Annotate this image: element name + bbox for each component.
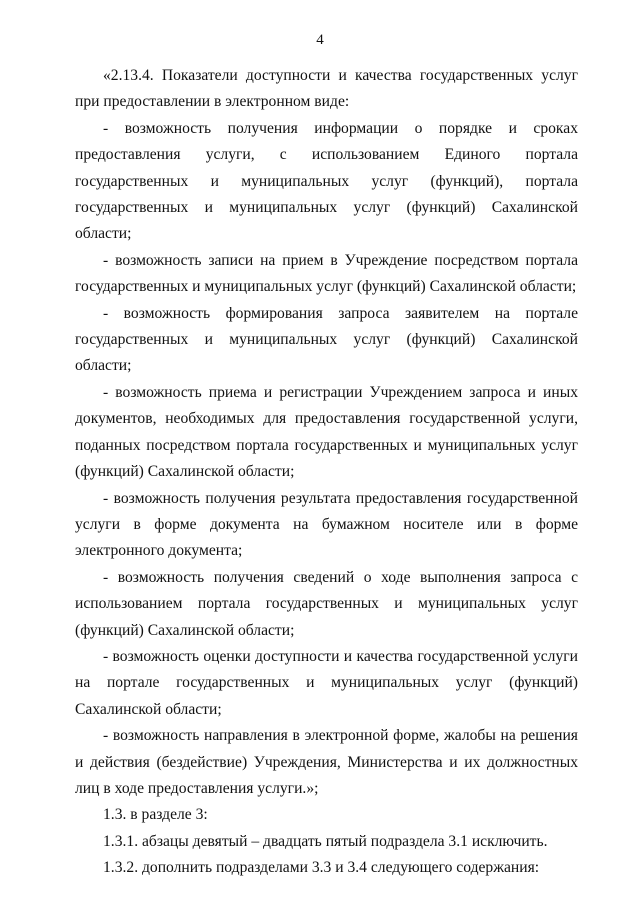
- paragraph-complaint-submission: - возможность направления в электронной форме, жалобы на решения и действия (бездействие) Учреждения, Министерства и их должностных лиц в ходе предоставления услуги.»;: [75, 727, 578, 797]
- document-body: [75, 63, 578, 882]
- paragraph-section-1-3: 1.3. в разделе 3:: [103, 806, 208, 824]
- paragraph-request-registration: - возможность приема и регистрации Учреждением запроса и иных документов, необходимых для предоставления государственной услуги, поданных посредством портала государственных и муниципальных услуг (функций) Сахалинской области;: [75, 383, 578, 481]
- paragraph-request-status: - возможность получения сведений о ходе выполнения запроса с использованием портала государственных и муниципальных услуг (функций) Сахалинской области;: [75, 568, 578, 639]
- paragraph-section-1-3-2: 1.3.2. дополнить подразделами 3.3 и 3.4 следующего содержания:: [103, 859, 540, 877]
- paragraph-request-forming: - возможность формирования запроса заявителем на портале государственных и муниципальных услуг (функций) Сахалинской области;: [75, 304, 578, 375]
- paragraph-result-receipt: - возможность получения результата предоставления государственной услуги в форме документа на бумажном носителе или в форме электронного документа;: [75, 489, 578, 560]
- paragraph-quality-assessment: - возможность оценки доступности и качества государственной услуги на портале государственных и муниципальных услуг (функций) Сахалинской области;: [75, 647, 578, 718]
- paragraph-section-2-13-4-heading: «2.13.4. Показатели доступности и качества государственных услуг при предоставлении в электронном виде:: [75, 67, 578, 111]
- paragraph-info-procedure: - возможность получения информации о порядке и сроках предоставления услуги, с использованием Единого портала государственных и муниципальных услуг (функций), портала государственных и муниципальных услуг (функций) Сахалинской области;: [75, 119, 578, 243]
- paragraph-section-1-3-1: 1.3.1. абзацы девятый – двадцать пятый подраздела 3.1 исключить.: [103, 832, 548, 850]
- page-number: 4: [316, 32, 324, 48]
- paragraph-appointment-booking: - возможность записи на прием в Учреждение посредством портала государственных и муниципальных услуг (функций) Сахалинской области;: [75, 251, 578, 296]
